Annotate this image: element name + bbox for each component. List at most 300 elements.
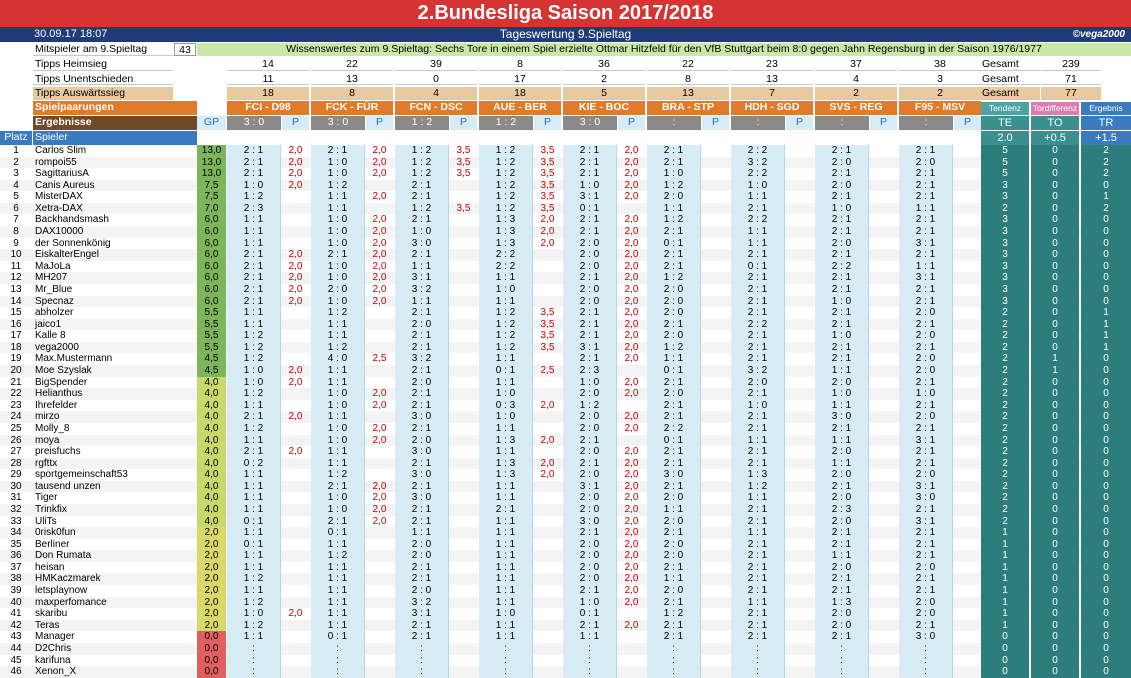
tip-cell: 1 : 2	[311, 180, 365, 192]
tip-points	[282, 492, 309, 504]
player-name: HMKaczmarek	[35, 573, 101, 585]
tip-points	[702, 481, 729, 493]
tip-points: 2,0	[540, 237, 555, 249]
stats-value: 13	[731, 73, 813, 86]
tip-points	[450, 249, 477, 261]
match-result: :	[731, 116, 785, 130]
right-header-value: 2.0	[981, 131, 1029, 145]
tip-points	[954, 272, 981, 284]
tip-points	[618, 365, 645, 377]
rank: 23	[10, 399, 22, 411]
tip-cell: 2 : 1	[899, 180, 953, 192]
table-row	[0, 203, 1131, 215]
stats-value: 3	[899, 73, 981, 86]
tip-cell: 1 : 2	[479, 168, 533, 180]
tip-cell: :	[815, 655, 869, 667]
tip-cell: 1 : 1	[731, 238, 785, 250]
tip-cell: 1 : 1	[227, 238, 281, 250]
tip-cell: 1 : 1	[479, 272, 533, 284]
player-name: karifuna	[35, 654, 71, 666]
trivia-text: Wissenswertes zum 9.Spieltag: Sechs Tore in einem Spiel erzielte Ottmar Hitzfeld für den VfB Stuttgart beim 8:0 gegen Jahn Regensburg in der Saison 1976/1977	[197, 43, 1131, 56]
tordifferenz-count: 0	[1031, 562, 1079, 574]
tip-points: 2,0	[288, 608, 303, 620]
tip-points	[702, 226, 729, 238]
player-name: Specnaz	[35, 295, 74, 307]
tip-cell: 1 : 1	[227, 307, 281, 319]
match-pairing: KIE - BOC	[563, 101, 645, 115]
tip-cell: 2 : 1	[563, 458, 617, 470]
tordifferenz-count: 1	[1031, 353, 1079, 365]
tip-cell: 0 : 1	[479, 365, 533, 377]
tip-points: 2,0	[540, 457, 555, 469]
rank: 24	[10, 411, 22, 423]
tip-points: 2,0	[624, 307, 639, 319]
tip-points	[282, 539, 309, 551]
tip-cell: 2 : 2	[731, 145, 785, 157]
tordifferenz-count: 0	[1031, 469, 1079, 481]
player-name: rompoi55	[35, 156, 77, 168]
tip-cell: 2 : 0	[815, 446, 869, 458]
player-points: 4,0	[197, 516, 226, 528]
tip-points	[786, 469, 813, 481]
tip-cell: 2 : 1	[815, 145, 869, 157]
tip-cell: 2 : 1	[647, 620, 701, 632]
tip-points	[618, 400, 645, 412]
right-header-value: +1.5	[1081, 131, 1131, 145]
tip-cell: 2 : 1	[731, 539, 785, 551]
tip-cell: 2 : 0	[815, 157, 869, 169]
tip-points	[366, 307, 393, 319]
tip-points: 2,0	[288, 365, 303, 377]
tip-cell: 2 : 1	[899, 446, 953, 458]
right-header-title: Tordifferenz	[1032, 103, 1078, 113]
tip-points	[786, 168, 813, 180]
ergebnis-count: 0	[1081, 180, 1131, 192]
tip-cell: 1 : 0	[311, 272, 365, 284]
tip-cell: 2 : 1	[395, 423, 449, 435]
tip-cell: 1 : 0	[311, 296, 365, 308]
ergebnis-count: 0	[1081, 527, 1131, 539]
tip-points	[702, 400, 729, 412]
tip-cell: 0 : 1	[311, 527, 365, 539]
tordifferenz-count: 0	[1031, 458, 1079, 470]
stats-row	[0, 73, 1131, 86]
tip-cell: 3 : 0	[395, 492, 449, 504]
tordifferenz-count: 0	[1031, 249, 1079, 261]
tip-cell: 1 : 0	[899, 388, 953, 400]
tip-points: 2,0	[372, 214, 387, 226]
ergebnis-count: 0	[1081, 655, 1131, 667]
tip-cell: 3 : 0	[395, 469, 449, 481]
tip-points: 2,5	[372, 353, 387, 365]
tip-cell: 3 : 2	[731, 365, 785, 377]
tip-points	[954, 550, 981, 562]
tip-cell: 2 : 1	[311, 145, 365, 157]
tip-points	[786, 411, 813, 423]
match-pairing: HDH - SGD	[731, 101, 813, 115]
table-row	[0, 643, 1131, 655]
tordifferenz-count: 0	[1031, 168, 1079, 180]
tip-points	[870, 353, 897, 365]
tip-cell: 1 : 1	[227, 504, 281, 516]
right-header-code: TR	[1081, 116, 1131, 130]
tip-cell: 1 : 1	[311, 608, 365, 620]
tip-cell: 1 : 1	[311, 191, 365, 203]
stats-value: 2	[899, 87, 981, 100]
tendenz-count: 3	[981, 214, 1029, 226]
tip-cell: 1 : 1	[479, 597, 533, 609]
tip-cell: 2 : 1	[731, 353, 785, 365]
tip-points	[534, 353, 561, 365]
player-points: 6,0	[197, 226, 226, 238]
tip-cell: 2 : 1	[731, 631, 785, 643]
stats-total: 71	[1041, 73, 1101, 86]
ergebnis-count: 0	[1081, 446, 1131, 458]
tip-points	[534, 527, 561, 539]
tip-points	[786, 666, 813, 678]
tip-cell: :	[479, 643, 533, 655]
tip-cell: 1 : 2	[731, 481, 785, 493]
tip-cell: 1 : 0	[311, 157, 365, 169]
tip-points	[954, 608, 981, 620]
tip-cell: 3 : 0	[899, 631, 953, 643]
player-points: 5,5	[197, 307, 226, 319]
tip-points	[954, 423, 981, 435]
tip-cell: 1 : 2	[311, 469, 365, 481]
ergebnis-count: 0	[1081, 272, 1131, 284]
tip-points	[366, 330, 393, 342]
tip-cell: :	[731, 655, 785, 667]
tip-cell: 1 : 0	[227, 608, 281, 620]
tip-points	[702, 296, 729, 308]
tip-cell: 2 : 1	[395, 481, 449, 493]
tip-cell: 2 : 1	[227, 157, 281, 169]
tip-points	[702, 608, 729, 620]
tip-cell: 2 : 1	[227, 261, 281, 273]
tip-points	[870, 226, 897, 238]
tip-cell: 2 : 1	[395, 631, 449, 643]
tip-points: 2,0	[372, 515, 387, 527]
tip-points	[786, 203, 813, 215]
tip-cell: 2 : 1	[815, 342, 869, 354]
tip-cell: 2 : 1	[647, 458, 701, 470]
tip-points	[366, 597, 393, 609]
tip-points	[702, 145, 729, 157]
tip-points	[786, 643, 813, 655]
tip-cell: 2 : 1	[395, 249, 449, 261]
ergebnis-count: 0	[1081, 597, 1131, 609]
tip-cell: 1 : 0	[311, 261, 365, 273]
tip-cell: 1 : 1	[311, 330, 365, 342]
tip-points	[366, 411, 393, 423]
tip-points: 3,5	[540, 341, 555, 353]
tordifferenz-count: 0	[1031, 423, 1079, 435]
rank: 11	[10, 260, 22, 272]
tip-points	[534, 643, 561, 655]
tip-cell: 2 : 1	[563, 319, 617, 331]
tip-points	[450, 342, 477, 354]
tip-cell: 2 : 0	[815, 180, 869, 192]
tip-cell: 2 : 1	[815, 631, 869, 643]
stats-value: 13	[647, 87, 729, 100]
player-name: UliTs	[35, 515, 57, 527]
rank: 21	[10, 376, 22, 388]
tip-points	[870, 180, 897, 192]
tip-cell: 2 : 0	[647, 492, 701, 504]
tip-points	[282, 469, 309, 481]
tip-cell: 1 : 1	[479, 562, 533, 574]
player-points: 2,0	[197, 562, 226, 574]
tip-points	[450, 180, 477, 192]
rank: 30	[10, 480, 22, 492]
ergebnis-count: 0	[1081, 458, 1131, 470]
table-row	[0, 620, 1131, 632]
rank: 29	[10, 469, 22, 481]
tip-points	[282, 527, 309, 539]
p-header: P	[786, 116, 813, 130]
tip-points: 2,5	[540, 365, 555, 377]
tip-cell: 2 : 1	[731, 573, 785, 585]
stats-row	[0, 58, 1131, 71]
table-row	[0, 284, 1131, 296]
tendenz-count: 2	[981, 319, 1029, 331]
table-row	[0, 272, 1131, 284]
tip-cell: :	[227, 655, 281, 667]
tip-cell: 2 : 1	[899, 214, 953, 226]
tip-points	[282, 516, 309, 528]
tip-cell: :	[899, 655, 953, 667]
tip-cell: 2 : 0	[899, 411, 953, 423]
tordifferenz-count: 0	[1031, 585, 1079, 597]
tip-points	[870, 446, 897, 458]
player-points: 6,0	[197, 249, 226, 261]
tip-cell: 3 : 2	[731, 157, 785, 169]
right-header-value: +0.5	[1031, 131, 1079, 145]
tendenz-count: 2	[981, 458, 1029, 470]
tip-points	[954, 666, 981, 678]
player-points: 6,0	[197, 296, 226, 308]
tip-cell: 2 : 1	[395, 214, 449, 226]
spieler-header: Spieler	[33, 131, 197, 145]
tip-points: 2,0	[624, 226, 639, 238]
tip-cell: 1 : 2	[227, 191, 281, 203]
tip-cell: 2 : 1	[899, 342, 953, 354]
tip-cell: 2 : 2	[479, 261, 533, 273]
rank: 43	[10, 631, 22, 643]
tip-cell: 1 : 1	[899, 203, 953, 215]
tip-cell: 2 : 1	[731, 342, 785, 354]
tip-points: 2,0	[372, 272, 387, 284]
table-row	[0, 539, 1131, 551]
tip-points	[786, 180, 813, 192]
tip-points	[954, 145, 981, 157]
player-name: preisfuchs	[35, 446, 81, 458]
tordifferenz-count: 0	[1031, 411, 1079, 423]
tip-points	[282, 214, 309, 226]
tordifferenz-count: 0	[1031, 608, 1079, 620]
p-header: P	[870, 116, 897, 130]
tendenz-count: 2	[981, 203, 1029, 215]
rank: 32	[10, 503, 22, 515]
rank: 26	[10, 434, 22, 446]
tordifferenz-count: 0	[1031, 342, 1079, 354]
tip-cell: 1 : 0	[479, 388, 533, 400]
tip-points: 2,0	[624, 619, 639, 631]
player-name: Don Rumata	[35, 550, 92, 562]
player-name: Backhandsmash	[35, 214, 109, 226]
tip-points: 2,0	[372, 422, 387, 434]
tip-points: 2,0	[540, 226, 555, 238]
tip-cell: 3 : 0	[899, 492, 953, 504]
tip-cell: 2 : 0	[395, 319, 449, 331]
tip-points	[954, 481, 981, 493]
rank: 39	[10, 585, 22, 597]
table-row	[0, 469, 1131, 481]
ergebnis-count: 0	[1081, 608, 1131, 620]
tip-points	[954, 168, 981, 180]
p-header: P	[702, 116, 729, 130]
tip-cell: 2 : 1	[563, 330, 617, 342]
match-result: 1 : 2	[395, 116, 449, 130]
tip-cell: 2 : 1	[899, 550, 953, 562]
tip-points	[870, 643, 897, 655]
tip-points	[870, 214, 897, 226]
tip-points	[954, 365, 981, 377]
tendenz-count: 2	[981, 492, 1029, 504]
tip-cell: 2 : 2	[731, 319, 785, 331]
tip-points	[870, 411, 897, 423]
tip-cell: 2 : 1	[395, 307, 449, 319]
tip-cell: 3 : 0	[395, 238, 449, 250]
tip-cell: 1 : 1	[227, 492, 281, 504]
tip-points	[870, 191, 897, 203]
tip-cell: 2 : 0	[563, 562, 617, 574]
tip-cell: 1 : 1	[395, 296, 449, 308]
player-name: D2Chris	[35, 642, 72, 654]
tip-points	[282, 597, 309, 609]
tip-cell: 2 : 1	[563, 157, 617, 169]
tip-points	[534, 249, 561, 261]
tip-cell: :	[899, 643, 953, 655]
tip-cell: :	[731, 666, 785, 678]
tip-cell: 2 : 0	[563, 573, 617, 585]
tip-cell: 3 : 1	[563, 342, 617, 354]
player-name: skaribu	[35, 608, 68, 620]
match-pairing: BRA - STP	[647, 101, 729, 115]
tip-cell: 1 : 1	[311, 539, 365, 551]
tip-points	[954, 296, 981, 308]
tip-points: 2,0	[372, 156, 387, 168]
player-points: 4,0	[197, 481, 226, 493]
player-name: maxperfomance	[35, 596, 107, 608]
tip-points	[282, 573, 309, 585]
tip-points	[702, 643, 729, 655]
rank: 2	[13, 156, 19, 168]
tip-points	[870, 400, 897, 412]
tip-points: 3,5	[540, 145, 555, 156]
tip-points	[954, 492, 981, 504]
player-points: 4,5	[197, 365, 226, 377]
tip-points: 2,0	[372, 191, 387, 203]
tip-cell: 2 : 0	[563, 296, 617, 308]
tip-cell: 2 : 3	[815, 504, 869, 516]
tip-cell: 2 : 0	[647, 539, 701, 551]
tip-points	[534, 261, 561, 273]
tip-cell: 1 : 1	[479, 550, 533, 562]
tip-points	[786, 377, 813, 389]
tip-points	[786, 435, 813, 447]
tip-points	[450, 446, 477, 458]
tip-cell: 2 : 1	[731, 504, 785, 516]
tip-points	[366, 573, 393, 585]
stats-row	[0, 87, 1131, 100]
ergebnis-count: 0	[1081, 573, 1131, 585]
tip-cell: 1 : 2	[395, 157, 449, 169]
tip-cell: 1 : 2	[311, 342, 365, 354]
player-name: Trinkfix	[35, 503, 67, 515]
tip-cell: 1 : 1	[479, 492, 533, 504]
tip-cell: 2 : 1	[563, 307, 617, 319]
tordifferenz-count: 0	[1031, 330, 1079, 342]
stats-value: 36	[563, 58, 645, 71]
tip-cell: 2 : 1	[815, 272, 869, 284]
ergebnis-count: 2	[1081, 203, 1131, 215]
ergebnis-count: 2	[1081, 157, 1131, 169]
rank: 20	[10, 365, 22, 377]
rank: 19	[10, 353, 22, 365]
rank: 6	[13, 202, 19, 214]
table-row	[0, 157, 1131, 169]
tendenz-count: 0	[981, 666, 1029, 678]
rank: 9	[13, 237, 19, 249]
player-points: 2,0	[197, 550, 226, 562]
tip-cell: 3 : 0	[395, 446, 449, 458]
tip-cell: 0 : 1	[227, 516, 281, 528]
tip-points	[450, 550, 477, 562]
tip-cell: 1 : 1	[311, 597, 365, 609]
tip-points	[450, 365, 477, 377]
tip-cell: 1 : 0	[311, 423, 365, 435]
tip-cell: 3 : 0	[647, 469, 701, 481]
player-name: 0risk0fun	[35, 527, 76, 539]
tip-points	[870, 562, 897, 574]
tendenz-count: 2	[981, 446, 1029, 458]
tip-cell: 2 : 1	[815, 168, 869, 180]
player-points: 4,0	[197, 400, 226, 412]
tip-points	[870, 435, 897, 447]
tip-points: 2,0	[540, 469, 555, 481]
tip-points	[534, 550, 561, 562]
tip-points	[450, 492, 477, 504]
tip-points: 2,0	[624, 237, 639, 249]
tip-points	[450, 423, 477, 435]
player-points: 4,0	[197, 411, 226, 423]
tip-points	[450, 481, 477, 493]
tip-points: 2,0	[372, 492, 387, 504]
tip-cell: 2 : 1	[647, 562, 701, 574]
tip-points	[366, 469, 393, 481]
tip-points	[954, 516, 981, 528]
tordifferenz-count: 0	[1031, 666, 1079, 678]
tip-points: 3,5	[540, 191, 555, 203]
player-name: EiskalterEngel	[35, 249, 99, 261]
tip-cell: 2 : 1	[647, 631, 701, 643]
tip-points	[450, 666, 477, 678]
tip-points	[534, 631, 561, 643]
tip-points	[282, 620, 309, 632]
tip-cell: 1 : 1	[815, 550, 869, 562]
tip-points	[870, 168, 897, 180]
